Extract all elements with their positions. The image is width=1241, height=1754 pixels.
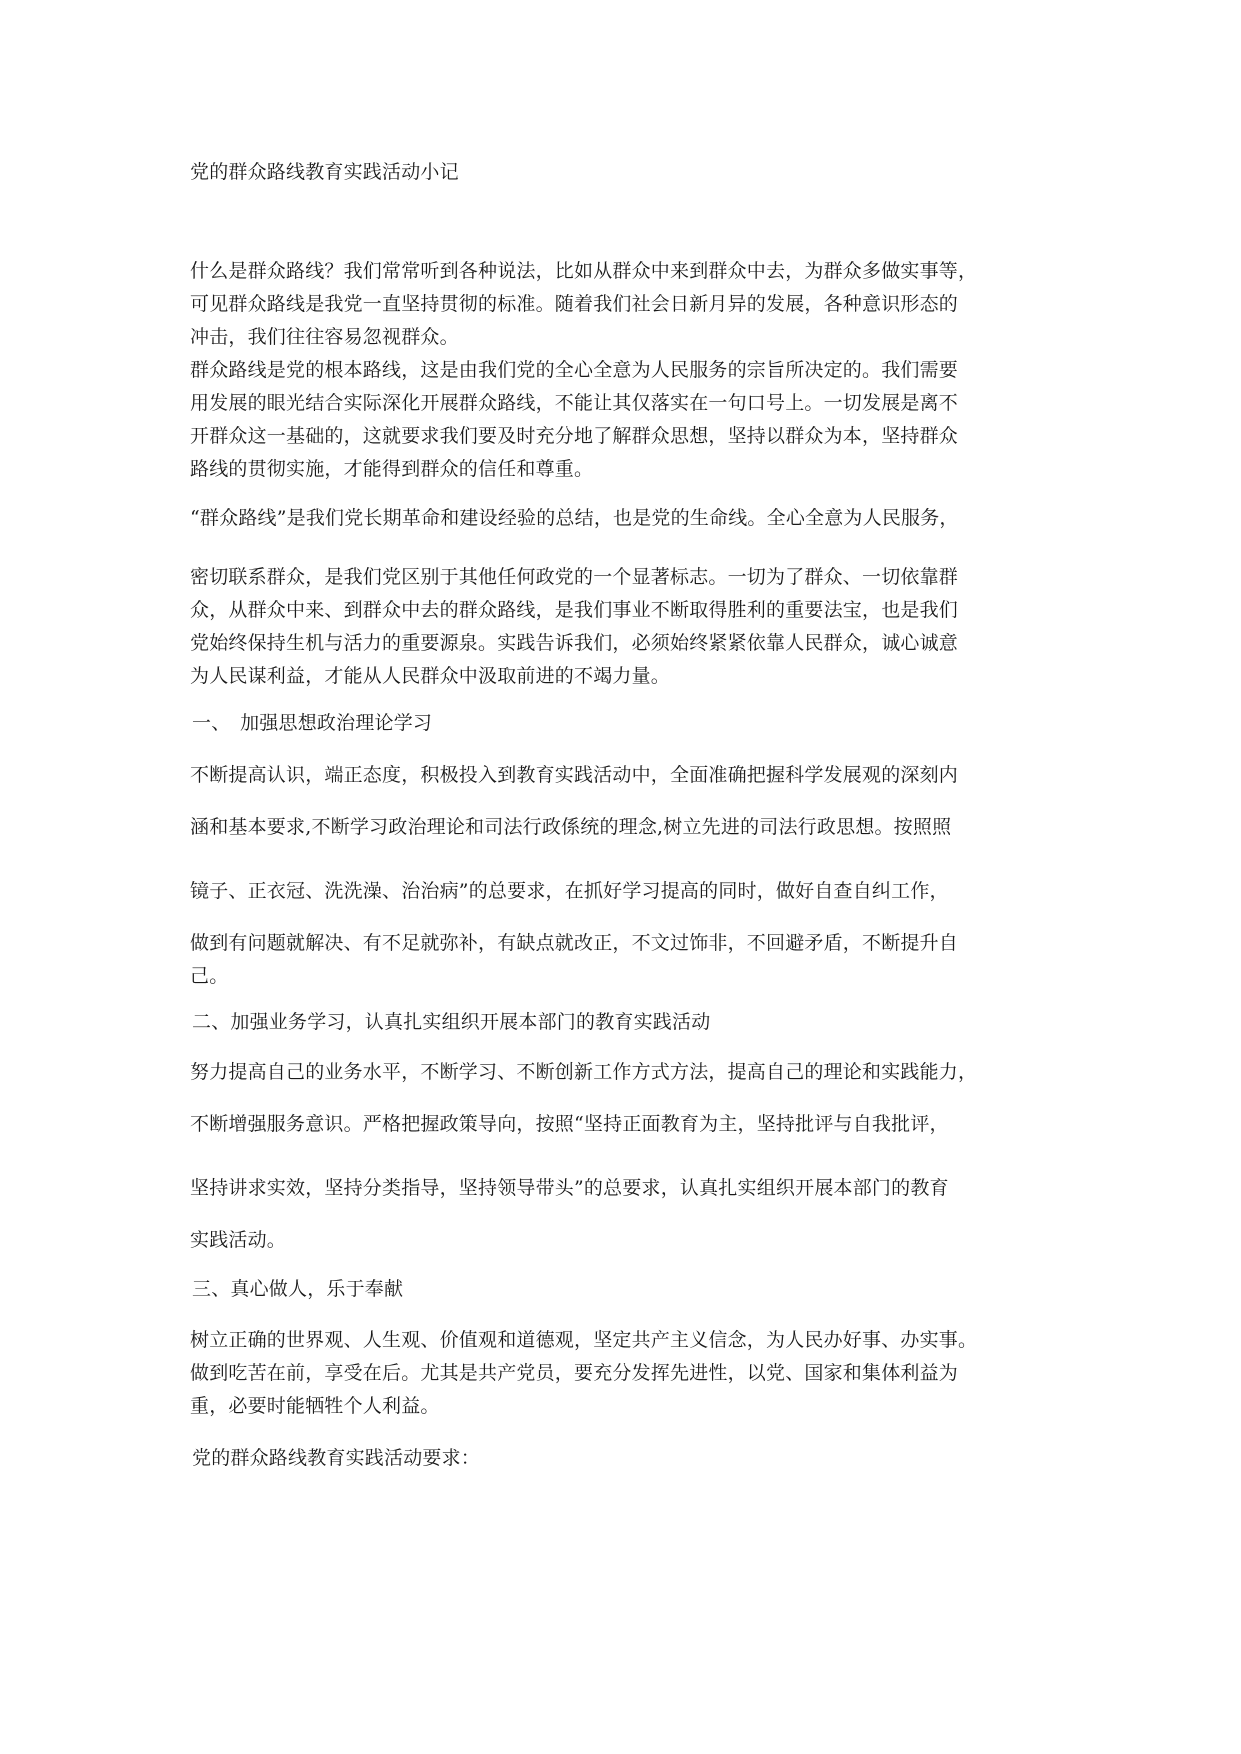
- paragraph-line: 努力提高自己的业务水平，不断学习、不断创新工作方式方法，提高自己的理论和实践能力，: [190, 1061, 978, 1083]
- section-heading-1: 一、 加强思想政治理论学习: [192, 712, 433, 734]
- paragraph-line: 坚持讲求实效，坚持分类指导，坚持领导带头”的总要求，认真扎实组织开展本部门的教育: [190, 1177, 949, 1199]
- paragraph-line: 镜子、正衣冠、洗洗澡、治治病”的总要求，在抓好学习提高的同时，做好自查自纠工作，: [190, 880, 949, 902]
- paragraph-line: 做到吃苦在前，享受在后。尤其是共产党员，要充分发挥先进性，以党、国家和集体利益为: [190, 1362, 959, 1384]
- paragraph-line: 做到有问题就解决、有不足就弥补，有缺点就改正，不文过饰非，不回避矛盾，不断提升自: [190, 932, 959, 954]
- document-title: 党的群众路线教育实践活动小记: [190, 161, 459, 183]
- paragraph-line: 己。: [190, 965, 229, 987]
- section-heading-2: 二、加强业务学习，认真扎实组织开展本部门的教育实践活动: [192, 1011, 711, 1033]
- paragraph-line: 为人民谋利益，才能从人民群众中汲取前进的不竭力量。: [190, 665, 671, 687]
- paragraph-line: 密切联系群众，是我们党区别于其他任何政党的一个显著标志。一切为了群众、一切依靠群: [190, 566, 959, 588]
- closing-heading: 党的群众路线教育实践活动要求：: [192, 1447, 481, 1469]
- section-heading-3: 三、真心做人，乐于奉献: [192, 1278, 404, 1300]
- paragraph-line: “群众路线”是我们党长期革命和建设经验的总结，也是党的生命线。全心全意为人民服务，: [190, 507, 959, 529]
- paragraph-line: 众，从群众中来、到群众中去的群众路线，是我们事业不断取得胜利的重要法宝，也是我们: [190, 599, 959, 621]
- paragraph-line: 党始终保持生机与活力的重要源泉。实践告诉我们，必须始终紧紧依靠人民群众，诚心诚意: [190, 632, 959, 654]
- paragraph-line: 涵和基本要求,不断学习政治理论和司法行政係统的理念,树立先进的司法行政思想。按照照: [190, 816, 952, 838]
- paragraph-line: 树立正确的世界观、人生观、价值观和道德观，坚定共产主义信念，为人民办好事、办实事。: [190, 1329, 978, 1351]
- paragraph-line: 开群众这一基础的，这就要求我们要及时充分地了解群众思想，坚持以群众为本，坚持群众: [190, 425, 959, 447]
- paragraph-line: 什么是群众路线？我们常常听到各种说法，比如从群众中来到群众中去，为群众多做实事等，: [190, 260, 978, 282]
- paragraph-line: 群众路线是党的根本路线，这是由我们党的全心全意为人民服务的宗旨所决定的。我们需要: [190, 359, 959, 381]
- paragraph-line: 实践活动。: [190, 1229, 287, 1251]
- paragraph-line: 冲击，我们往往容易忽视群众。: [190, 326, 459, 348]
- paragraph-line: 不断提高认识，端正态度，积极投入到教育实践活动中，全面准确把握科学发展观的深刻内: [190, 764, 959, 786]
- paragraph-line: 可见群众路线是我党一直坚持贯彻的标准。随着我们社会日新月异的发展，各种意识形态的: [190, 293, 959, 315]
- paragraph-line: 重，必要时能牺牲个人利益。: [190, 1395, 440, 1417]
- paragraph-line: 路线的贯彻实施，才能得到群众的信任和尊重。: [190, 458, 594, 480]
- paragraph-line: 用发展的眼光结合实际深化开展群众路线，不能让其仅落实在一句口号上。一切发展是离不: [190, 392, 959, 414]
- paragraph-line: 不断增强服务意识。严格把握政策导向，按照“坚持正面教育为主，坚持批评与自我批评，: [190, 1113, 949, 1135]
